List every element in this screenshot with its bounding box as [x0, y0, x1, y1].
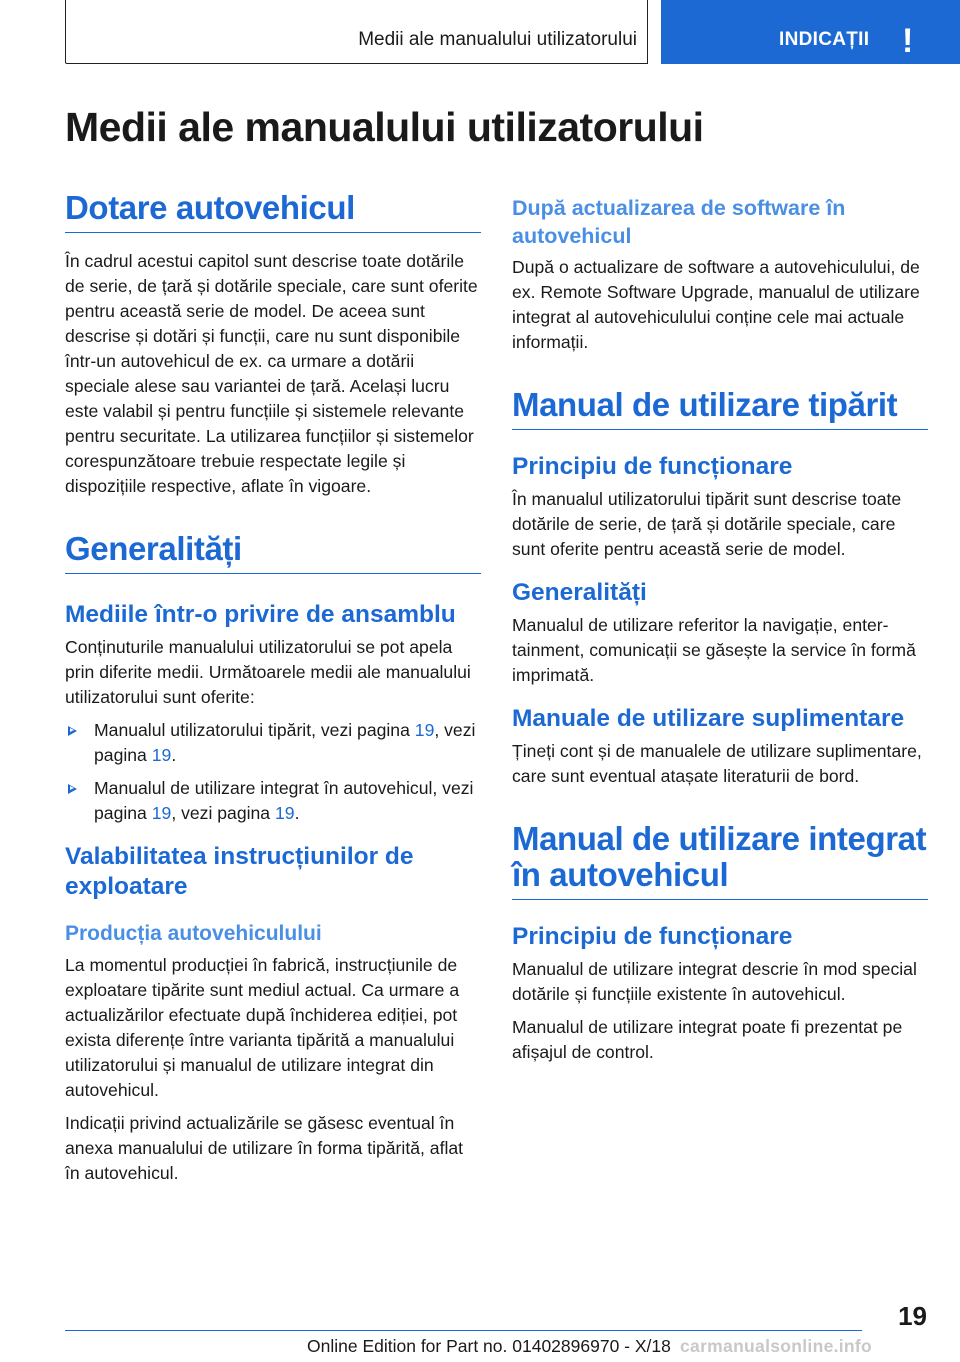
heading-generalitati-tiparit: Generalități [512, 579, 647, 606]
paragraph-productia-2: Indicații privind actualizările se găsesc eventual în anexa manualului de utilizare în forma tipărită, aflat în autovehicul. [65, 1113, 464, 1183]
right-column [512, 194, 928, 1073]
heading-generalitati: Generalități [65, 531, 481, 574]
list-item: Manualul de utilizare integrat în autovehicul, vezi pagina 19, vezi pagina 19. [65, 776, 481, 826]
heading-productia: Producția autovehiculului [65, 922, 322, 945]
heading-valabilitatea: Valabilitatea instrucțiunilor de exploatare [65, 843, 414, 900]
paragraph-integrat-2: Manualul de utilizare integrat poate fi prezentat pe afișajul de control. [512, 1017, 903, 1062]
paragraph-generalitati-tiparit: Manualul de utilizare referitor la navigație, entertainment, comunicații se găsește la service în formă imprimată. [512, 615, 916, 685]
paragraph-productia-1: La momentul producției în fabrică, instrucțiunile de exploatare tipărite sunt mediul actual. Ca urmare a actualizărilor efectuate după închiderea ediției, pot exista diferențe între varianta tipărită a manualului utilizatorului și manualul de utilizare integrat din autovehicul. [65, 955, 460, 1100]
paragraph-integrat-1: Manualul de utilizare integrat descrie în mod special dotările și funcțiile existente în autovehicul. [512, 959, 917, 1004]
bullet-triangle-icon [68, 784, 77, 794]
paragraph-suplimentare: Țineți cont și de manualele de utilizare suplimentare, care sunt eventual atașate literaturii de bord. [512, 741, 922, 786]
heading-dupa-actualizare: După actualizarea de software în autovehicul [512, 196, 846, 248]
paragraph-dotare: În cadrul acestui capitol sunt descrise toate dotările de serie, de țară și dotările speciale, care sunt oferite pentru această serie de model. De aceea sunt descrise și dotări și funcții, care nu sunt disponibile într-un autovehicul de ex. ca urmare a dotării speciale alese sau variantei de țară. Același lucru este valabil și pentru funcțiile și sistemele relevante pentru securitate. La utilizarea funcțiilor și sistemelor corespunzătoare trebuie respectate legile și dispozițiile respective, aflate în vigoare. [65, 251, 478, 496]
paragraph-dupa-actualizare: După o actualizare de software a autovehiculului, de ex. Remote Software Upgrade, manualul de utilizare integrat al autovehiculului conține cele mai actuale informații. [512, 257, 920, 352]
footer-edition: Online Edition for Part no. 01402896970 - X/18 [307, 1336, 671, 1356]
heading-suplimentare: Manuale de utilizare suplimentare [512, 705, 905, 732]
heading-manual-tiparit: Manual de utilizare tipărit [512, 387, 928, 430]
running-header-title: Medii ale manualului utilizatorului [358, 29, 637, 50]
page-reference-link[interactable]: 19 [151, 803, 172, 823]
chapter-tab [661, 0, 960, 64]
chapter-tab-label: INDICAȚII [779, 29, 870, 50]
media-list [65, 718, 481, 826]
paragraph-principiu-tiparit: În manualul utilizatorului tipărit sunt descrise toate dotările de serie, de țară și dotările speciale, care sunt oferite pentru această serie de model. [512, 489, 902, 559]
footer-divider [65, 1330, 862, 1331]
page-reference-link[interactable]: 19 [151, 745, 172, 765]
heading-manual-integrat: Manual de utilizare integrat în autovehicul [512, 821, 928, 900]
heading-dotare: Dotare autovehicul [65, 190, 481, 233]
page-title: Medii ale manualului utilizatorului [65, 104, 704, 150]
page-number: 19 [898, 1301, 927, 1331]
heading-principiu-integrat: Principiu de funcționare [512, 923, 793, 950]
page-reference-link[interactable]: 19 [275, 803, 295, 823]
heading-principiu-tiparit: Principiu de funcționare [512, 453, 793, 480]
page-reference-link[interactable]: 19 [414, 720, 435, 740]
watermark-logo: carmanualsonline.info [680, 1336, 873, 1356]
list-item: Manualul utilizatorului tipărit, vezi pagina 19, vezi pagina 19. [65, 718, 481, 768]
left-column [65, 190, 481, 1194]
heading-mediile: Mediile într-o privire de ansamblu [65, 601, 456, 628]
bullet-triangle-icon [68, 726, 77, 736]
exclamation-icon: ! [902, 22, 914, 60]
paragraph-mediile: Conținuturile manualului utilizatorului se pot apela prin diferite medii. Următoarele medii ale manualului utilizatorului sunt oferite: [65, 637, 471, 707]
running-header [65, 0, 648, 64]
